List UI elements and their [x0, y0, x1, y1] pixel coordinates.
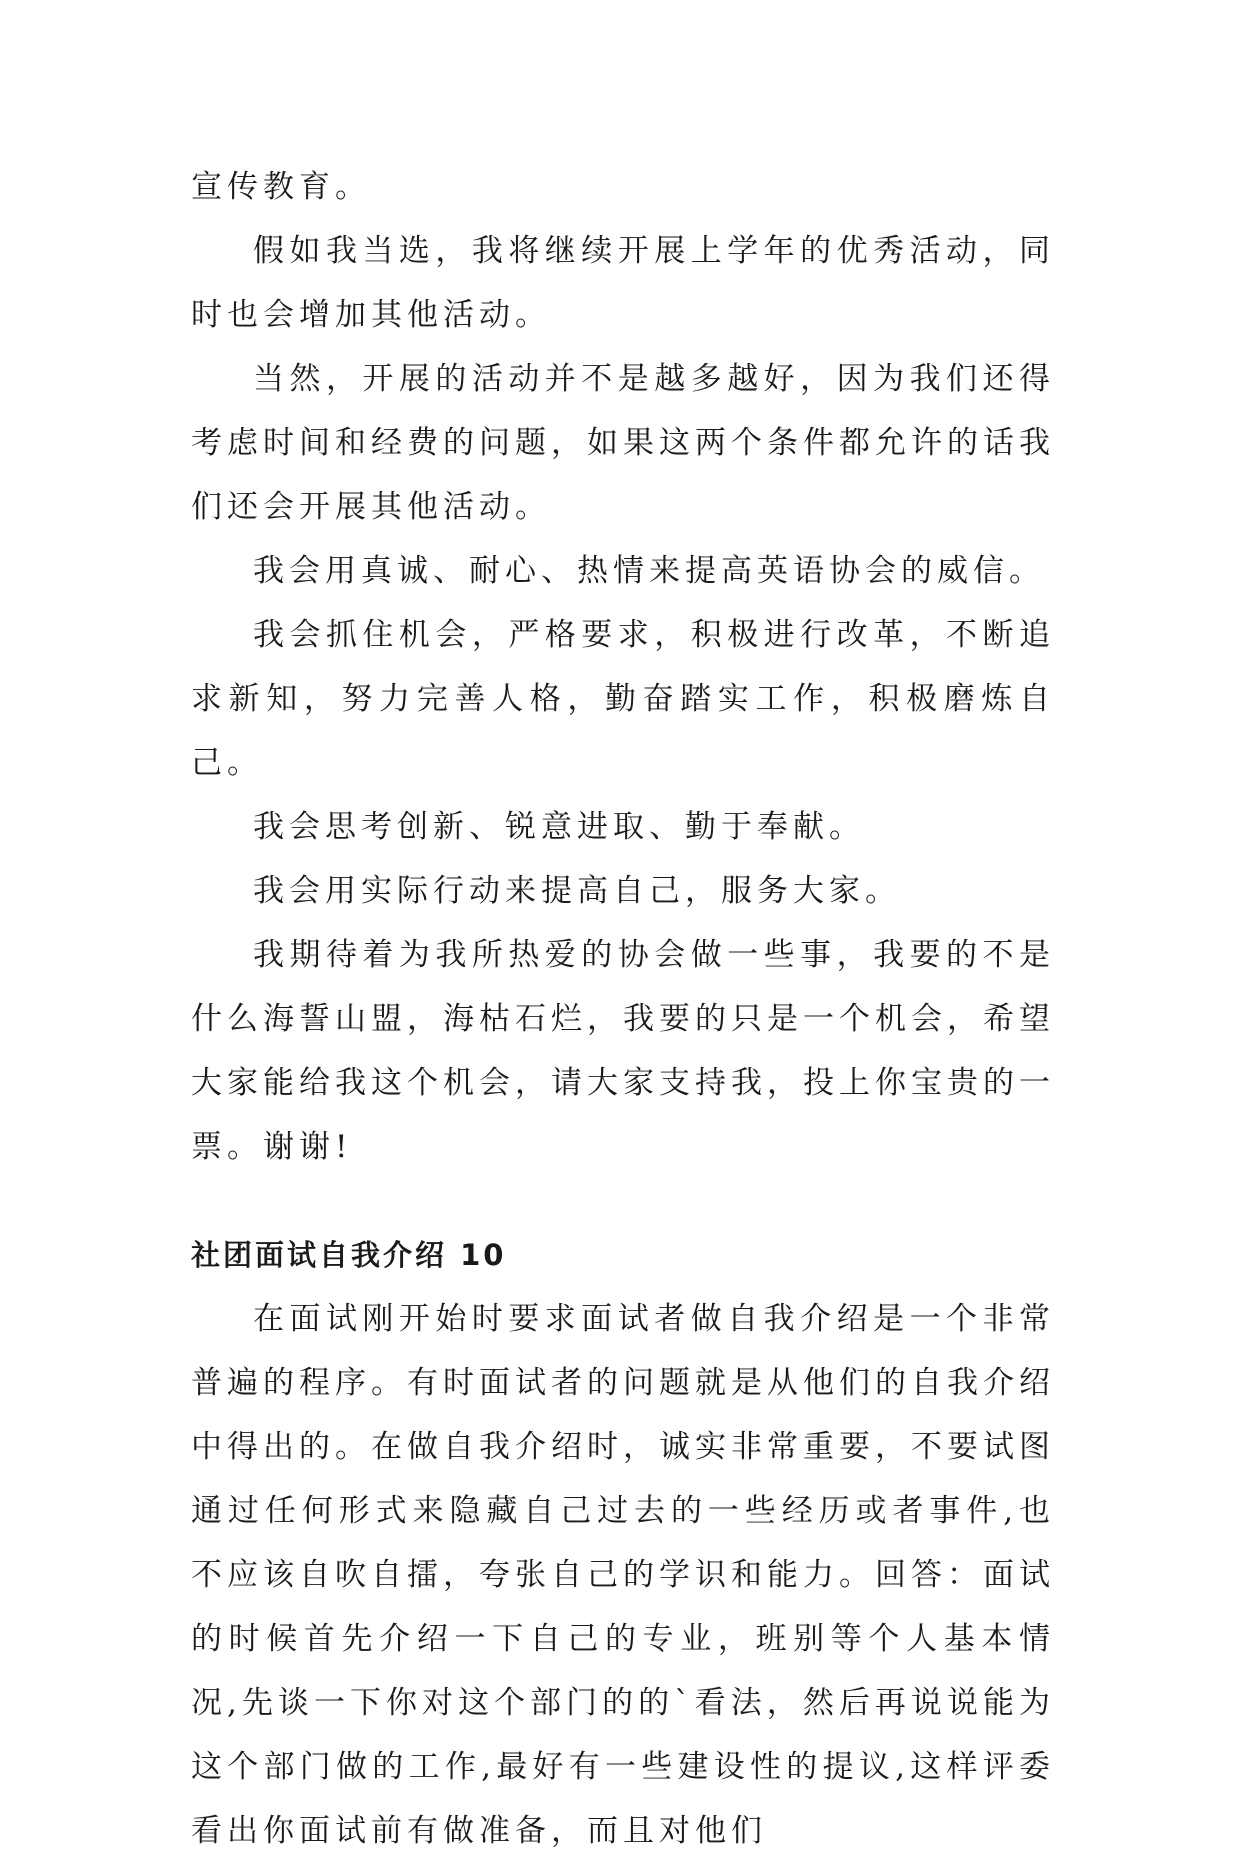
- paragraph: 我会用实际行动来提高自己，服务大家。: [253, 873, 901, 909]
- section-heading: 社团面试自我介绍 10: [191, 1238, 507, 1272]
- paragraph: 我会用真诚、耐心、热情来提高英语协会的威信。: [253, 553, 1045, 589]
- paragraph: 假如我当选，我将继续开展上学年的优秀活动，同时也会增加其他活动。: [191, 233, 1055, 333]
- paragraph: 我期待着为我所热爱的协会做一些事，我要的不是什么海誓山盟，海枯石烂，我要的只是一个机会，希望大家能给我这个机会，请大家支持我，投上你宝贵的一票。谢谢!: [191, 937, 1055, 1165]
- paragraph: 我会抓住机会，严格要求，积极进行改革，不断追求新知，努力完善人格，勤奋踏实工作，积极磨炼自己。: [191, 617, 1055, 781]
- document-body: [191, 155, 1055, 1863]
- paragraph-continuation: 宣传教育。: [191, 169, 371, 205]
- paragraph: 当然，开展的活动并不是越多越好，因为我们还得考虑时间和经费的问题，如果这两个条件都允许的话我们还会开展其他活动。: [191, 361, 1055, 525]
- paragraph: 在面试刚开始时要求面试者做自我介绍是一个非常普遍的程序。有时面试者的问题就是从他们的自我介绍中得出的。在做自我介绍时，诚实非常重要，不要试图通过任何形式来隐藏自己过去的一些经历或者事件,也不应该自吹自擂，夸张自己的学识和能力。回答：面试的时候首先介绍一下自己的专业，班别等个人基本情况,先谈一下你对这个部门的的`看法，然后再说说能为这个部门做的工作,最好有一些建设性的提议,这样评委看出你面试前有做准备，而且对他们: [191, 1301, 1055, 1849]
- paragraph: 我会思考创新、锐意进取、勤于奉献。: [253, 809, 865, 845]
